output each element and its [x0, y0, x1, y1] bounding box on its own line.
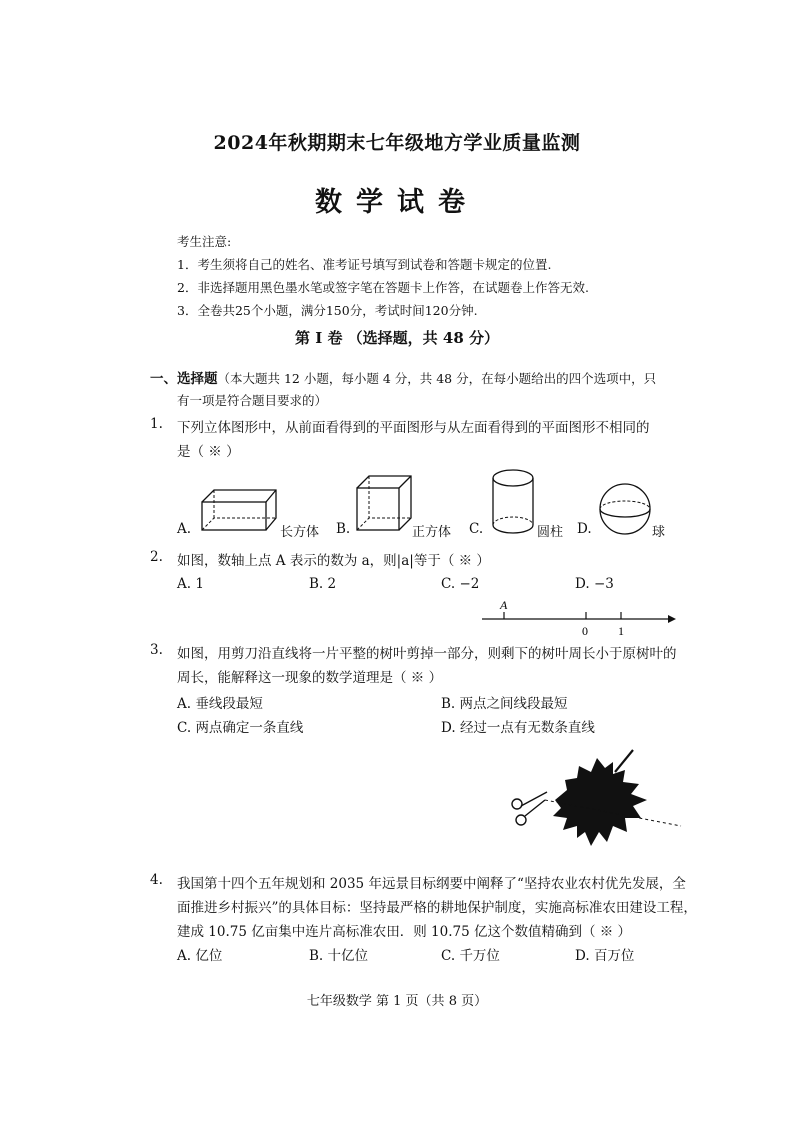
q4-line-2: 面推进乡村振兴”的具体目标：坚持最严格的耕地保护制度，实施高标准农田建设工程， — [177, 900, 697, 916]
q4-option-b — [309, 944, 368, 964]
q3-option-d — [441, 716, 595, 736]
q3-option-a-key: A. — [177, 696, 192, 712]
q4-number: 4. — [150, 872, 163, 888]
part-instructions-2: 有一项是符合题目要求的） — [177, 393, 328, 408]
q4-option-a-key: A. — [177, 948, 192, 964]
q1-line-2: 是（ ※ ） — [177, 444, 240, 460]
part-heading: 一、选择题 — [150, 371, 218, 387]
number-line-tick-label-0: 0 — [582, 624, 588, 638]
q1-option-c-text: 圆柱 — [537, 525, 564, 540]
leaf-scissors-figure — [505, 742, 685, 852]
number-line-tick-label-1: 1 — [618, 624, 624, 638]
q3-line-2: 周长，能解释这一现象的数学道理是（ ※ ） — [177, 670, 443, 686]
q4-option-b-text: 十亿位 — [327, 948, 369, 964]
q2-option-a-key: A. — [177, 576, 192, 592]
notice-item-1: 1．考生须将自己的姓名、准考证号填写到试卷和答题卡规定的位置. — [177, 257, 552, 272]
q3-option-c — [177, 716, 303, 736]
q1-option-a-key: A. — [177, 521, 192, 537]
q4-option-d-text: 百万位 — [593, 948, 635, 964]
leaf-icon — [553, 750, 647, 846]
q3-option-d-text: 经过一点有无数条直线 — [459, 720, 595, 736]
q4-option-a-text: 亿位 — [195, 948, 223, 964]
section-title: 第 I 卷 （选择题，共 48 分） — [294, 329, 499, 347]
q2-option-b-text: 2 — [327, 576, 337, 592]
number-line-point-label: A — [500, 598, 508, 612]
exam-title: 2024年秋期期末七年级地方学业质量监测 — [213, 132, 581, 154]
q3-option-c-text: 两点确定一条直线 — [195, 720, 304, 736]
q2-line-1: 如图，数轴上点 A 表示的数为 a，则|a|等于（ ※ ） — [177, 553, 490, 569]
q2-option-a — [177, 576, 204, 592]
q3-option-a-text: 垂线段最短 — [195, 696, 263, 712]
q2-option-c-text: −2 — [459, 576, 480, 592]
q3-number: 3. — [150, 642, 163, 658]
q3-line-1: 如图，用剪刀沿直线将一片平整的树叶剪掉一部分，则剩下的树叶周长小于原树叶的 — [177, 646, 677, 662]
q3-option-b — [441, 692, 568, 712]
q3-option-d-key: D. — [441, 720, 456, 736]
q4-option-d — [575, 944, 634, 964]
cuboid-figure — [200, 488, 280, 534]
q4-option-c-text: 千万位 — [459, 948, 500, 964]
part-instructions-1: （本大题共 12 小题，每小题 4 分，共 48 分，在每小题给出的四个选项中，只 — [217, 371, 657, 386]
sphere-figure — [598, 482, 652, 536]
q2-option-d — [575, 576, 614, 592]
q4-line-3: 建成 10.75 亿亩集中连片高标准农田．则 10.75 亿这个数值精确到（ ※ ） — [177, 924, 632, 940]
q4-option-b-key: B. — [309, 948, 324, 964]
q2-option-c — [441, 576, 479, 592]
notice-heading: 考生注意: — [177, 234, 232, 249]
cylinder-figure — [490, 468, 536, 536]
q4-option-c-key: C. — [441, 948, 456, 964]
q2-option-d-text: −3 — [593, 576, 614, 592]
number-line-figure — [478, 595, 678, 640]
q1-option-b-text: 正方体 — [412, 525, 452, 540]
q3-option-c-key: C. — [177, 720, 192, 736]
q3-option-a — [177, 692, 263, 712]
q3-option-b-text: 两点之间线段最短 — [459, 696, 568, 712]
q2-number: 2. — [150, 549, 163, 565]
q2-option-a-text: 1 — [195, 576, 204, 592]
part-heading-line — [150, 367, 656, 387]
notice-item-3: 3．全卷共25个小题，满分150分，考试时间120分钟. — [177, 303, 478, 318]
q1-option-a-text: 长方体 — [280, 525, 320, 540]
q4-option-a — [177, 944, 222, 964]
q2-option-b-key: B. — [309, 576, 324, 592]
notice-item-2: 2．非选择题用黑色墨水笔或签字笔在答题卡上作答，在试题卷上作答无效. — [177, 280, 589, 295]
q1-option-d-key: D. — [577, 521, 592, 537]
q3-option-b-key: B. — [441, 696, 456, 712]
q1-option-d-text: 球 — [652, 525, 666, 540]
q1-option-c-key: C. — [469, 521, 484, 537]
q4-line-1: 我国第十四个五年规划和 2035 年远景目标纲要中阐释了“坚持农业农村优先发展，全 — [177, 876, 686, 892]
q2-option-b — [309, 576, 336, 592]
page-footer: 七年级数学 第 1 页（共 8 页） — [306, 994, 488, 1009]
q2-option-d-key: D. — [575, 576, 590, 592]
q4-option-c — [441, 944, 500, 964]
scissors-icon — [512, 792, 547, 825]
q1-line-1: 下列立体图形中，从前面看得到的平面图形与从左面看得到的平面图形不相同的 — [177, 420, 650, 436]
q2-option-c-key: C. — [441, 576, 456, 592]
q1-number: 1. — [150, 416, 163, 432]
subject-title: 数学试卷 — [315, 187, 479, 218]
q4-option-d-key: D. — [575, 948, 590, 964]
q1-option-b-key: B. — [336, 521, 351, 537]
cube-figure — [355, 474, 415, 534]
